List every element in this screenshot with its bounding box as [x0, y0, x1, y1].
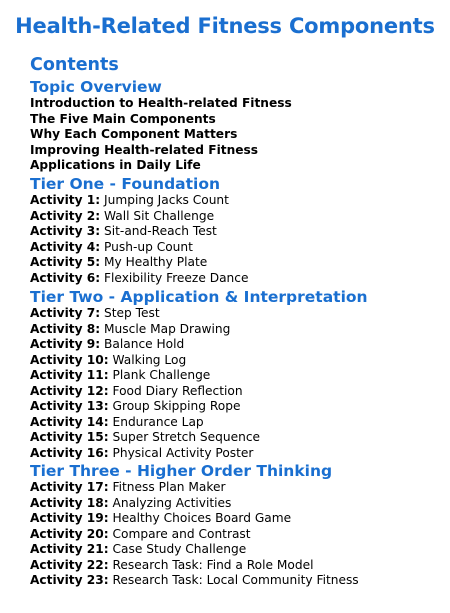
list-item: [30, 430, 260, 446]
activity-number: Activity 16:: [30, 445, 109, 460]
activity-name: Super Stretch Sequence: [112, 430, 261, 444]
section-heading-topic-overview: Topic Overview: [30, 78, 162, 96]
activity-number: Activity 13:: [30, 399, 109, 413]
contents-heading: Contents: [30, 55, 119, 75]
list-item: [30, 496, 359, 512]
activity-name: Muscle Map Drawing: [104, 321, 231, 336]
activity-name: Analyzing Activities: [112, 495, 232, 510]
list-item: [30, 511, 359, 527]
activity-number: Activity 3:: [30, 224, 101, 238]
tier-one-activity-list: [30, 193, 248, 286]
activity-number: Activity 2:: [30, 208, 101, 223]
activity-number: Activity 1:: [30, 193, 101, 207]
activity-number: Activity 5:: [30, 255, 101, 269]
activity-number: Activity 10:: [30, 352, 109, 367]
list-item: [30, 271, 248, 287]
activity-name: Sit-and-Reach Test: [104, 224, 217, 238]
activity-number: Activity 23:: [30, 573, 109, 587]
list-item: [30, 573, 359, 589]
activity-name: Fitness Plan Maker: [112, 480, 226, 494]
activity-number: Activity 19:: [30, 511, 109, 525]
activity-name: Balance Hold: [104, 337, 185, 351]
page-title: Health-Related Fitness Components: [15, 14, 435, 38]
activity-name: Case Study Challenge: [112, 542, 247, 556]
activity-number: Activity 22:: [30, 557, 109, 572]
activity-name: Group Skipping Rope: [112, 399, 241, 413]
activity-name: Food Diary Reflection: [112, 383, 243, 398]
activity-number: Activity 17:: [30, 480, 109, 494]
tier-three-activity-list: [30, 480, 359, 589]
list-item: Applications in Daily Life: [30, 158, 201, 172]
list-item: [30, 322, 260, 338]
activity-name: Jumping Jacks Count: [104, 193, 229, 207]
activity-name: Push-up Count: [104, 239, 193, 254]
list-item: Why Each Component Matters: [30, 127, 238, 141]
activity-number: Activity 7:: [30, 306, 101, 320]
list-item: The Five Main Components: [30, 111, 216, 126]
list-item: [30, 193, 248, 209]
list-item: [30, 368, 260, 384]
activity-name: Plank Challenge: [112, 368, 211, 382]
activity-name: Research Task: Local Community Fitness: [112, 573, 359, 587]
list-item: [30, 240, 248, 256]
section-heading-tier-two: Tier Two - Application & Interpretation: [30, 288, 368, 306]
activity-number: Activity 18:: [30, 495, 109, 510]
list-item: [30, 542, 359, 558]
activity-name: Compare and Contrast: [112, 526, 251, 541]
list-item: [30, 399, 260, 415]
list-item: [30, 527, 359, 543]
activity-number: Activity 8:: [30, 321, 101, 336]
activity-number: Activity 9:: [30, 337, 101, 351]
tier-two-activity-list: [30, 306, 260, 461]
activity-number: Activity 20:: [30, 526, 109, 541]
list-item: [30, 480, 359, 496]
activity-name: Healthy Choices Board Game: [112, 511, 292, 525]
activity-name: Physical Activity Poster: [112, 445, 254, 460]
activity-name: Wall Sit Challenge: [104, 208, 215, 223]
activity-number: Activity 21:: [30, 542, 109, 556]
activity-number: Activity 15:: [30, 430, 109, 444]
activity-name: Endurance Lap: [112, 414, 204, 429]
topic-overview-list: [30, 96, 292, 174]
list-item: [30, 415, 260, 431]
section-heading-tier-one: Tier One - Foundation: [30, 175, 221, 193]
list-item: Introduction to Health-related Fitness: [30, 96, 292, 110]
activity-name: Walking Log: [112, 352, 187, 367]
activity-number: Activity 11:: [30, 368, 109, 382]
section-heading-tier-three: Tier Three - Higher Order Thinking: [30, 462, 333, 480]
activity-number: Activity 12:: [30, 383, 109, 398]
activity-number: Activity 14:: [30, 414, 109, 429]
activity-number: Activity 6:: [30, 270, 101, 285]
activity-name: Research Task: Find a Role Model: [112, 557, 314, 572]
list-item: [30, 353, 260, 369]
list-item: [30, 446, 260, 462]
list-item: [30, 306, 260, 322]
list-item: [30, 337, 260, 353]
activity-name: My Healthy Plate: [104, 255, 208, 269]
list-item: [30, 224, 248, 240]
list-item: [30, 558, 359, 574]
activity-name: Flexibility Freeze Dance: [104, 270, 249, 285]
list-item: Improving Health-related Fitness: [30, 142, 259, 157]
list-item: [30, 255, 248, 271]
list-item: [30, 209, 248, 225]
list-item: [30, 384, 260, 400]
activity-name: Step Test: [104, 306, 160, 320]
activity-number: Activity 4:: [30, 239, 101, 254]
